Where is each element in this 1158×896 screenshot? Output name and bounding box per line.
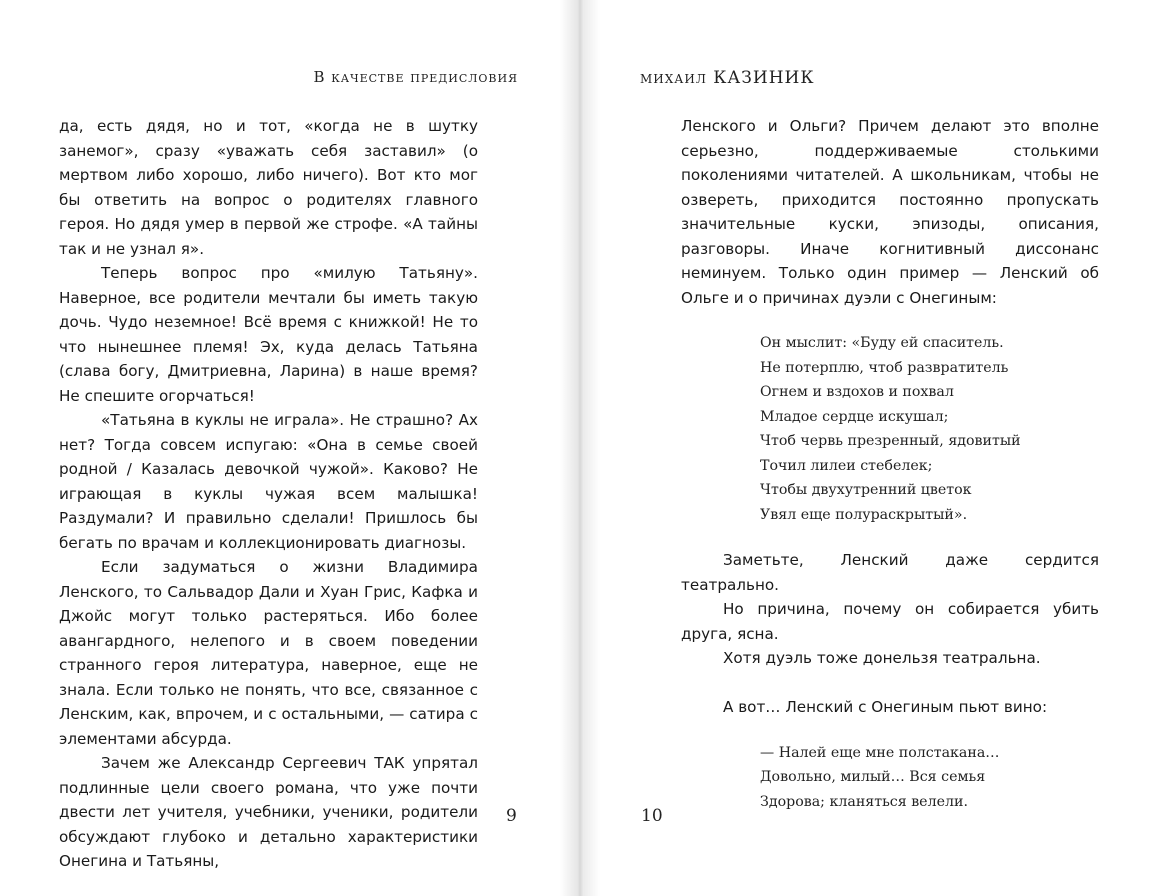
paragraph: Зачем же Александр Сергеевич ТАК упрятал подлинные цели своего романа, что уже почти двести лет учителя, учебники, ученики, родители обсуждают глубоко и детально характеристики Онегина и Татьяны, xyxy=(59,754,478,870)
book-spine-shadow xyxy=(560,0,600,896)
verse-line: Чтобы двухутренний цветок xyxy=(760,482,972,498)
running-header-right: михаил КАЗИНИК xyxy=(640,68,815,88)
verse-line: Не потерплю, чтоб развратитель xyxy=(760,359,1009,376)
verse-line: Увял еще полураскрытый». xyxy=(760,506,968,523)
left-page xyxy=(0,0,578,896)
right-page xyxy=(578,0,1158,896)
page-number-right: 10 xyxy=(641,806,663,826)
paragraph: А вот… Ленский с Онегиным пьют вино: xyxy=(723,698,1048,716)
verse-line: — Налей еще мне полстакана… xyxy=(760,744,1000,761)
verse-line: Точил лилеи стебелек; xyxy=(760,457,933,474)
paragraph: Заметьте, Ленский даже сердится театрально. xyxy=(681,551,1099,594)
left-page-body xyxy=(59,114,478,874)
paragraph: Ленского и Ольги? Причем делают это вполне серьезно, поддерживаемые столькими поколениями читателей. А школьникам, чтобы не озвереть, приходится постоянно пропускать значительные куски, эпизоды, описания, разговоры. Иначе когнитивный диссонанс неминуем. Только один пример — Ленский об Ольге и о причинах дуэли с Онегиным: xyxy=(681,117,1099,307)
verse-line: Довольно, милый… Вся семья xyxy=(760,769,986,785)
right-page-body xyxy=(681,114,1099,814)
paragraph: Хотя дуэль тоже донельзя театральна. xyxy=(723,649,1041,667)
running-header-left: В качестве предисловия xyxy=(313,68,518,86)
verse-quote-1 xyxy=(760,331,1099,527)
paragraph: Теперь вопрос про «милую Татьяну». Наверное, все родители мечтали бы иметь такую дочь. Чудо неземное! Всё время с книжкой! Не то что нынешнее племя! Эх, куда делась Татьяна (слава богу, Дмитриевна, Ларина) в наше время? Не спешите огорчаться! xyxy=(59,264,478,405)
verse-line: Младое сердце искушал; xyxy=(760,408,949,425)
paragraph: Но причина, почему он собирается убить друга, ясна. xyxy=(681,600,1099,643)
verse-line: Огнем и вздохов и похвал xyxy=(760,384,954,400)
paragraph: да, есть дядя, но и тот, «когда не в шутку занемог», сразу «уважать себя заставил» (о мертвом либо хорошо, либо ничего). Вот кто мог бы ответить на вопрос о родителях главного героя. Но дядя умер в первой же строфе. «А тайны так и не узнал я». xyxy=(59,117,478,258)
paragraph: Если задуматься о жизни Владимира Ленского, то Сальвадор Дали и Хуан Грис, Кафка и Джойс могут только растеряться. Ибо более авангардного, нелепого и в своем поведении странного героя литература, наверное, еще не знала. Если только не понять, что все, связанное с Ленским, как, впрочем, и с остальными, — сатира с элементами абсурда. xyxy=(59,558,478,748)
page-number-left: 9 xyxy=(506,806,517,826)
verse-quote-2 xyxy=(760,741,1099,815)
paragraph: «Татьяна в куклы не играла». Не страшно? Ах нет? Тогда совсем испугаю: «Она в семье своей родной / Казалась девочкой чужой». Каково? Не играющая в куклы чужая всем малышка! Раздумали? И правильно сделали! Пришлось бы бегать по врачам и коллекционировать диагнозы. xyxy=(59,411,478,552)
blank-line xyxy=(681,671,1099,696)
verse-line: Чтоб червь презренный, ядовитый xyxy=(760,433,1021,449)
verse-line: Он мыслит: «Буду ей спаситель. xyxy=(760,335,1004,351)
verse-line: Здорова; кланяться велели. xyxy=(760,793,968,810)
